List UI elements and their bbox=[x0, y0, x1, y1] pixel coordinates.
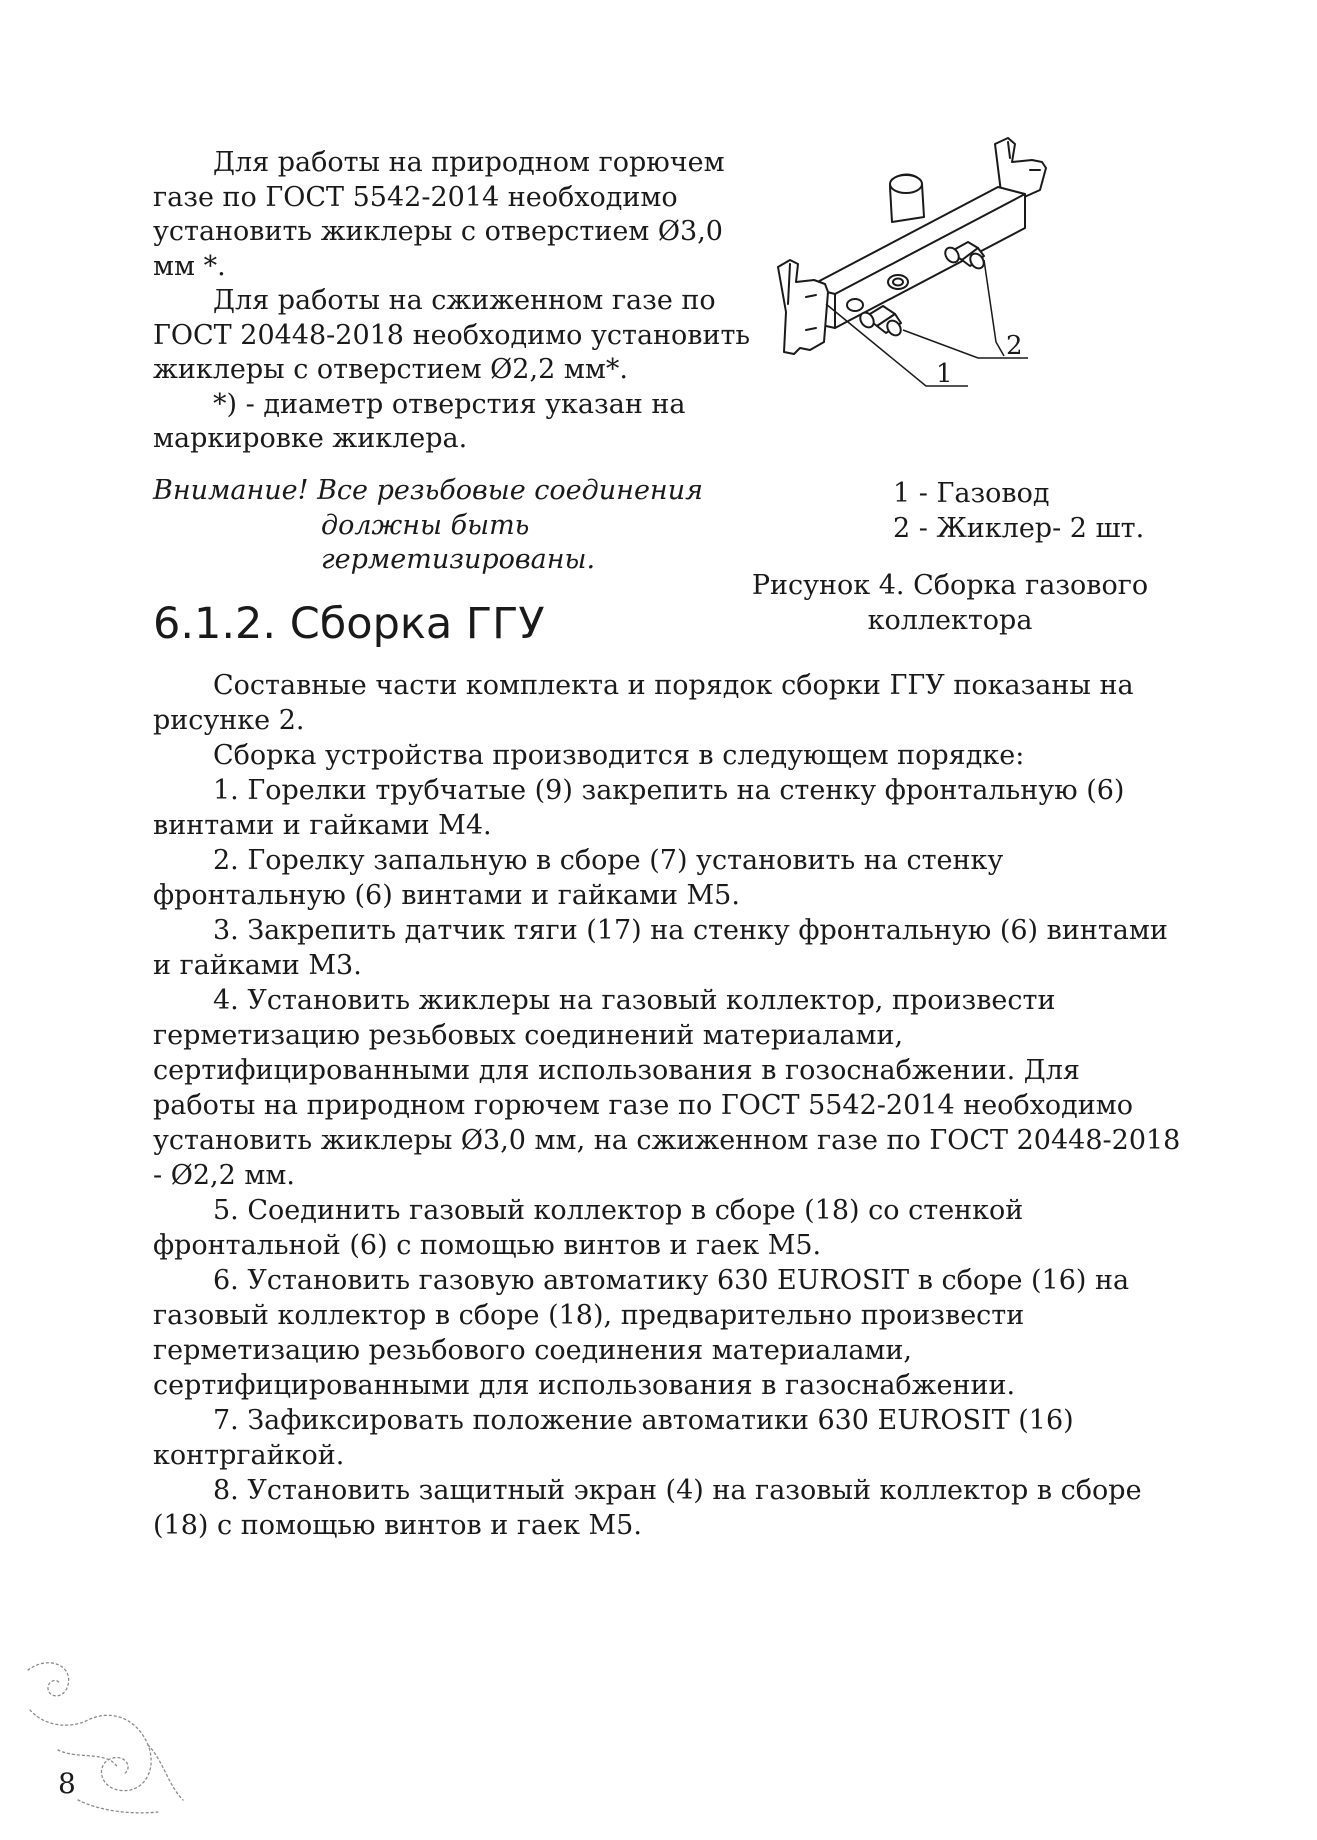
legend-item-2: 2 - Жиклер- 2 шт. bbox=[893, 512, 1145, 544]
figure-legend bbox=[893, 477, 1144, 546]
intro-footnote: *) - диаметр отверстия указан на маркировке жиклера. bbox=[153, 388, 686, 454]
page-number: 8 bbox=[58, 1767, 76, 1800]
figure-caption: Рисунок 4. Сборка газового коллектора bbox=[751, 570, 1149, 636]
step-1: 1. Горелки трубчатые (9) закрепить на стенку фронтальную (6) винтами и гайками М4. bbox=[153, 775, 1125, 841]
intro-paragraph-natural-gas: Для работы на природном горючем газе по ГОСТ 5542-2014 необходимо установить жиклеры с отверстием Ø3,0 мм *. bbox=[153, 147, 725, 282]
step-5: 5. Соединить газовый коллектор в сборе (18) со стенкой фронтальной (6) с помощью винтов и гаек М5. bbox=[153, 1195, 1024, 1261]
step-6: 6. Установить газовую автоматику 630 EUROSIT в сборе (16) на газовый коллектор в сборе (18), предварительно произвести герметизацию резьбового соединения материалами, сертифицированными для использования в газоснабжении. bbox=[153, 1265, 1130, 1401]
intro-paragraph-liquefied-gas: Для работы на сжиженном газе по ГОСТ 20448-2018 необходимо установить жиклеры с отверстием Ø2,2 мм*. bbox=[153, 285, 751, 385]
gas-manifold-drawing bbox=[740, 132, 1150, 462]
step-4: 4. Установить жиклеры на газовый коллектор, произвести герметизацию резьбовых соединений материалами, сертифицированными для использования в гозоснабжении. Для работы на природном горючем газе по ГОСТ 5542-2014 необходимо установить жиклеры Ø3,0 мм, на сжиженном газе по ГОСТ 20448-2018 - Ø2,2 мм. bbox=[153, 985, 1181, 1191]
section-body bbox=[153, 668, 1183, 1543]
callout-1: 1 bbox=[936, 359, 953, 389]
body-paragraph: Сборка устройства производится в следующем порядке: bbox=[213, 740, 1025, 771]
step-2: 2. Горелку запальную в сборе (7) установить на стенку фронтальную (6) винтами и гайками М5. bbox=[153, 845, 1004, 911]
callout-2: 2 bbox=[1006, 331, 1023, 361]
warning-rest: должны быть герметизированы. bbox=[321, 509, 596, 575]
legend-item-1: 1 - Газовод bbox=[893, 478, 1050, 509]
step-7: 7. Зафиксировать положение автоматики 630 EUROSIT (16) контргайкой. bbox=[153, 1405, 1074, 1471]
body-paragraph: Составные части комплекта и порядок сборки ГГУ показаны на рисунке 2. bbox=[153, 670, 1134, 736]
step-8: 8. Установить защитный экран (4) на газовый коллектор в сборе (18) с помощью винтов и гаек М5. bbox=[153, 1475, 1142, 1541]
step-3: 3. Закрепить датчик тяги (17) на стенку фронтальную (6) винтами и гайками М3. bbox=[153, 915, 1168, 981]
section-heading: 6.1.2. Сборка ГГУ bbox=[153, 599, 545, 649]
decorative-swirl-ornament bbox=[18, 1650, 203, 1825]
warning-note bbox=[153, 474, 753, 578]
warning-line-1: Внимание! Все резьбовые соединения bbox=[153, 475, 703, 506]
intro-column bbox=[153, 146, 758, 457]
